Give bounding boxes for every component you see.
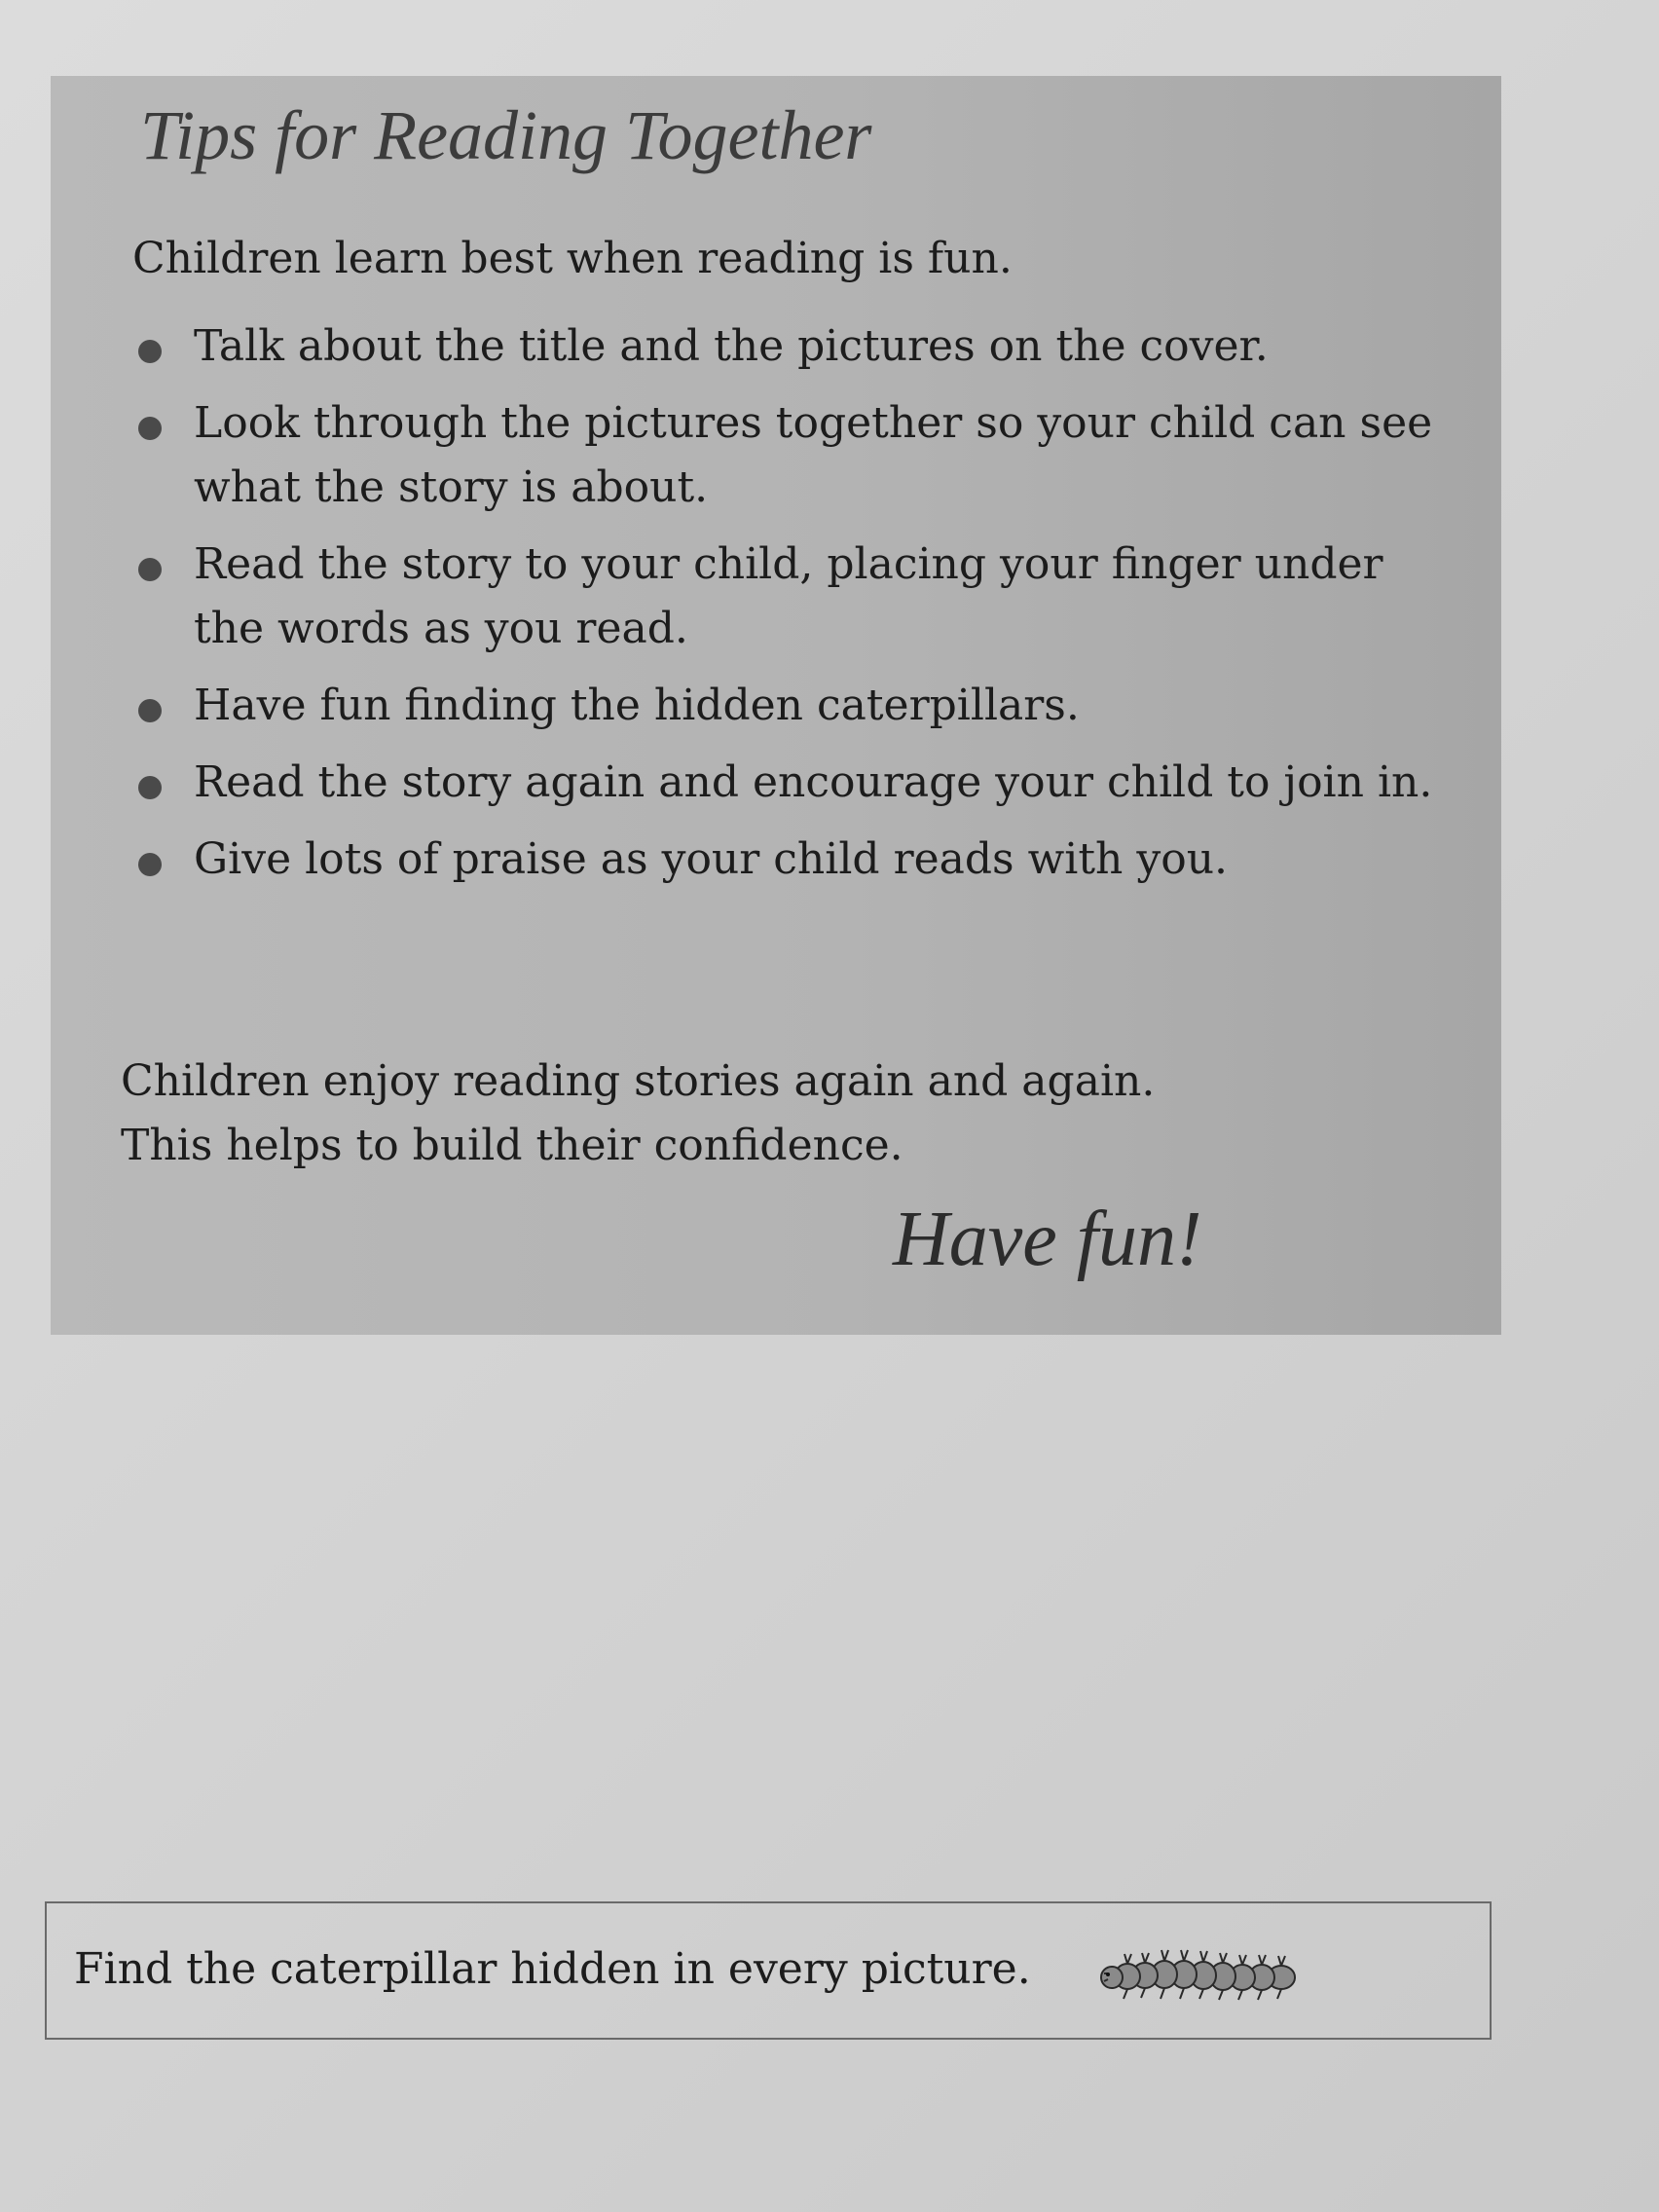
tip-item bbox=[138, 391, 1433, 520]
tips-list bbox=[138, 314, 1433, 904]
tip-text: Read the story again and encourage your child to join in. bbox=[194, 757, 1433, 807]
bullet-icon bbox=[138, 853, 162, 876]
tip-item bbox=[138, 674, 1433, 738]
tip-text: Look through the pictures together so your child can see what the story is about. bbox=[194, 398, 1433, 512]
bullet-icon bbox=[138, 776, 162, 799]
tip-item bbox=[138, 314, 1433, 379]
bullet-icon bbox=[138, 699, 162, 722]
tip-text: Talk about the title and the pictures on the cover. bbox=[194, 321, 1269, 371]
tip-text: Give lots of praise as your child reads with you. bbox=[194, 834, 1229, 884]
tip-item bbox=[138, 751, 1433, 815]
closing-paragraph bbox=[121, 1050, 1155, 1178]
sign-off: Have fun! bbox=[893, 1197, 1202, 1282]
find-caterpillar-box bbox=[45, 1901, 1492, 2040]
tip-item bbox=[138, 828, 1433, 892]
tip-text: Have fun finding the hidden caterpillars. bbox=[194, 681, 1080, 730]
find-caterpillar-text: Find the caterpillar hidden in every picture. bbox=[74, 1944, 1031, 1994]
bullet-icon bbox=[138, 558, 162, 581]
tips-title: Tips for Reading Together bbox=[140, 96, 872, 174]
caterpillar-icon bbox=[1100, 1940, 1305, 2007]
closing-line: Children enjoy reading stories again and again. bbox=[121, 1056, 1156, 1106]
bullet-icon bbox=[138, 340, 162, 363]
bullet-icon bbox=[138, 417, 162, 440]
tip-item bbox=[138, 533, 1433, 661]
tip-text: Read the story to your child, placing your finger under the words as you read. bbox=[194, 539, 1383, 653]
tips-panel bbox=[51, 76, 1501, 1335]
closing-line: This helps to build their confidence. bbox=[121, 1121, 903, 1170]
intro-text: Children learn best when reading is fun. bbox=[132, 234, 1013, 283]
